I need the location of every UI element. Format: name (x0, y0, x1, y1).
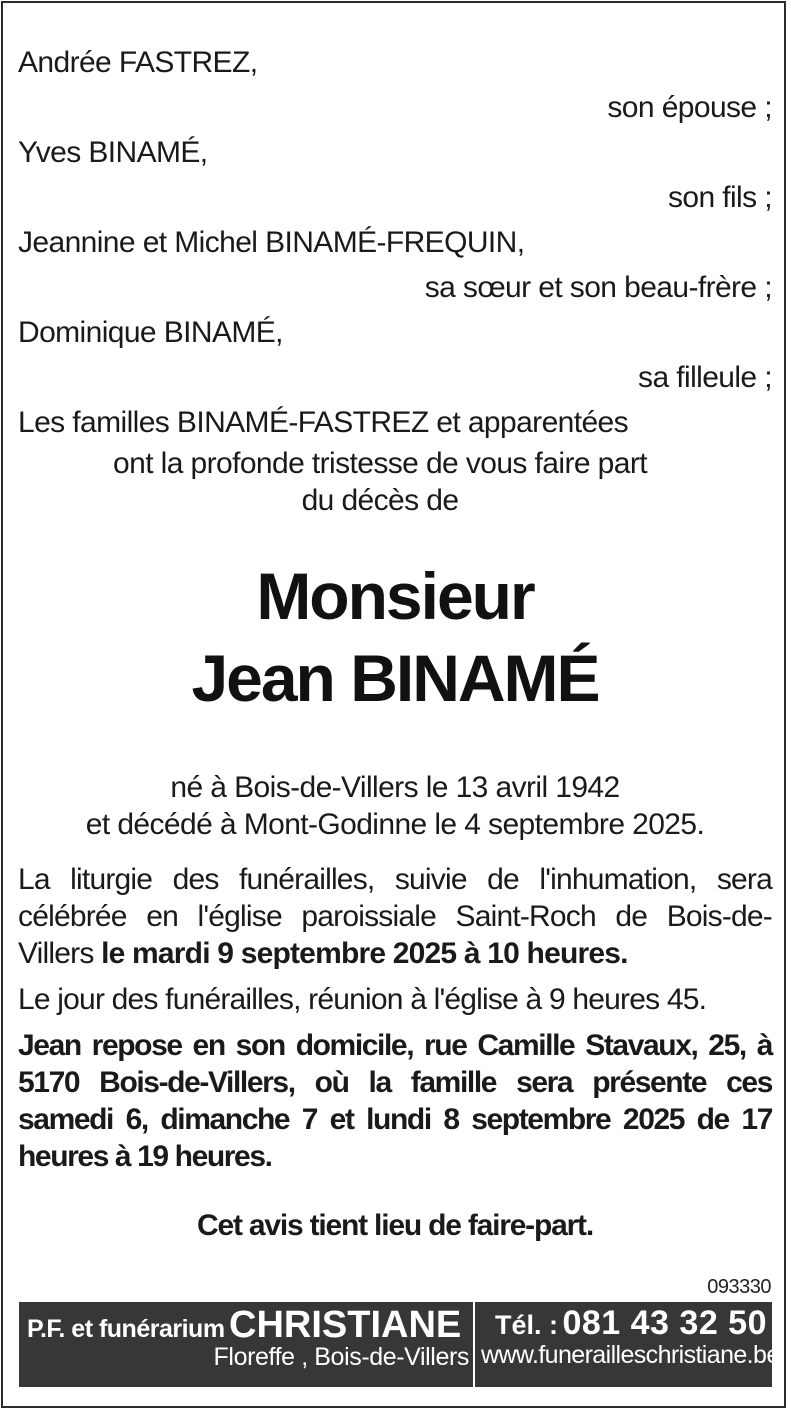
deceased-title: Monsieur (256, 559, 534, 633)
website-link: www.funerailleschristiane.be (481, 1341, 780, 1369)
birth-line: né à Bois-de-Villers le 13 avril 1942 (170, 771, 620, 804)
funeral-home-locations: Floreffe , Bois-de-Villers (213, 1343, 469, 1371)
rest-paragraph: Jean repose en son domicile, rue Camille Stavaux, 25, à 5170 Bois-de-Villers, où la famille sera présente ces samedi 6, dimanche 7 et lundi 8 septembre 2025 de 17 heures à 19 heures. (18, 1029, 772, 1173)
funeral-home-prefix: P.F. et funérarium (27, 1315, 225, 1343)
family-list (18, 40, 772, 445)
funeral-home-info (27, 1304, 469, 1372)
family-member-relation: sa sœur et son beau-frère ; (424, 271, 772, 304)
reference-number: 093330 (707, 1276, 771, 1298)
intro-line: du décès de (301, 484, 459, 517)
meeting-paragraph: Le jour des funérailles, réunion à l'église à 9 heures 45. (18, 983, 707, 1016)
death-line: et décédé à Mont-Godinne le 4 septembre 2025. (85, 808, 705, 841)
deceased-name: Jean BINAMÉ (191, 641, 599, 715)
announcement-intro (18, 445, 772, 519)
family-member-relation: sa filleule ; (638, 361, 772, 394)
funeral-home-banner (19, 1302, 780, 1387)
liturgy-paragraph (18, 861, 772, 972)
family-member-name: Yves BINAMÉ, (18, 136, 208, 169)
funeral-home-brand: CHRISTIANE (229, 1304, 462, 1346)
liturgy-date: le mardi 9 septembre 2025 à 10 heures. (101, 937, 628, 970)
family-member-relation: son épouse ; (607, 91, 772, 124)
life-dates (18, 769, 772, 843)
phone-label: Tél. : (495, 1310, 559, 1340)
liturgy-text: La liturgie des funérailles, suivie de l'inhumation, sera célébrée en l'église paroissiale Saint-Roch de Bois-de-Villers (18, 863, 772, 970)
obituary-content (18, 40, 772, 1248)
family-member-name: Andrée FASTREZ, (18, 46, 258, 79)
deceased-block (18, 555, 772, 719)
family-member-name: Jeannine et Michel BINAMÉ-FREQUIN, (18, 226, 525, 259)
families-line: Les familles BINAMÉ-FASTREZ et apparentées (18, 406, 629, 439)
family-member-relation: son fils ; (667, 181, 772, 214)
banner-divider (473, 1302, 475, 1387)
notice-line: Cet avis tient lieu de faire-part. (197, 1209, 593, 1242)
intro-line: ont la profonde tristesse de vous faire part (113, 447, 647, 480)
phone-number: 081 43 32 50 (562, 1304, 767, 1342)
funeral-home-contact (481, 1304, 780, 1370)
family-member-name: Dominique BINAMÉ, (18, 316, 283, 349)
